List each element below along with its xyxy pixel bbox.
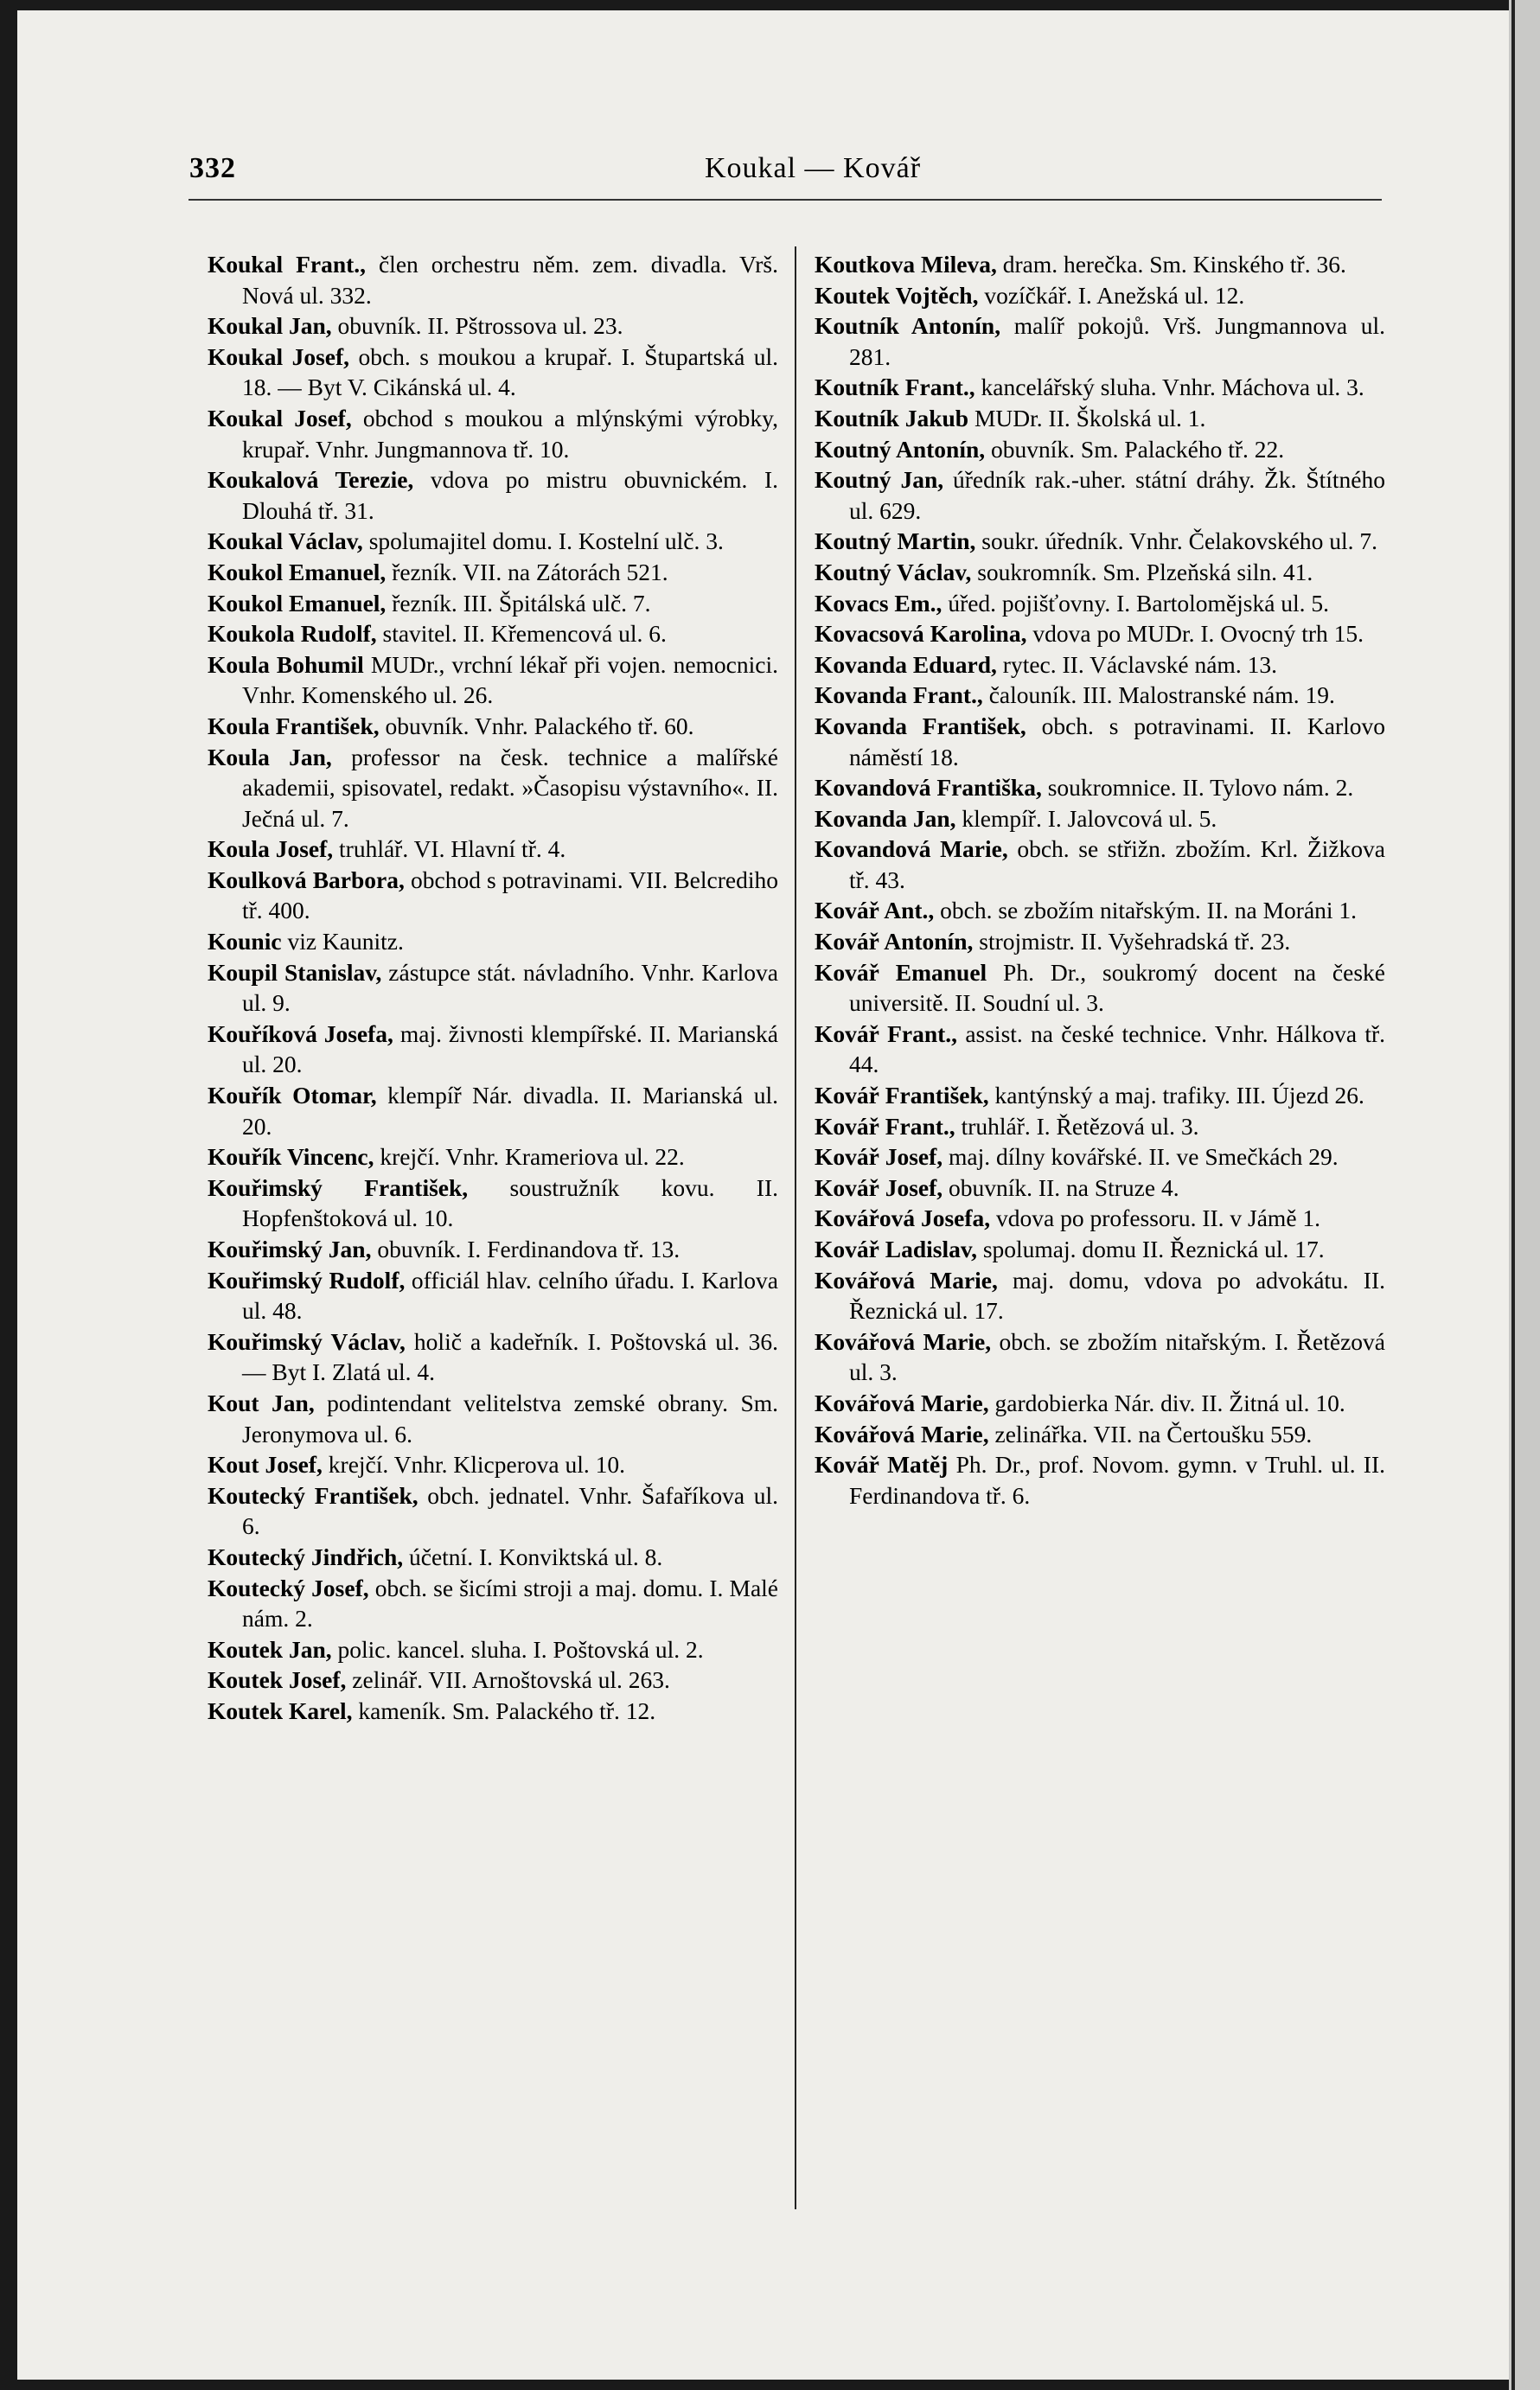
entry-name: Kovandová Františka, [815, 774, 1042, 802]
directory-entry [208, 1080, 778, 1141]
directory-entry [208, 526, 778, 557]
entry-details: spolumaj. domu II. Řeznická ul. 17. [976, 1236, 1325, 1262]
entry-details: kameník. Sm. Palackého tř. 12. [352, 1697, 656, 1724]
directory-entry [208, 865, 778, 926]
directory-entry [208, 957, 778, 1019]
entry-details: soukr. úředník. Vnhr. Čelakovského ul. 7. [975, 527, 1378, 555]
entry-name: Kovář Emanuel [815, 958, 987, 986]
entry-details: maj. dílny kovářské. II. ve Smečkách 29. [943, 1143, 1339, 1171]
entry-name: Koukola Rudolf, [208, 620, 377, 648]
entry-details: MUDr. II. Školská ul. 1. [968, 404, 1206, 431]
directory-entry [208, 711, 778, 742]
entry-details: professor na česk. technice a malířské akademii, spisovatel, redakt. »Časopisu výstavního«. II. Ječná ul. 7. [242, 743, 778, 832]
entry-name: Kovář Matěj [815, 1451, 949, 1479]
directory-entry [815, 772, 1385, 803]
entry-details: soustružník kovu. II. Hopfenštoková ul. 10. [242, 1173, 779, 1232]
directory-entry [815, 1234, 1385, 1265]
directory-entry [208, 1173, 778, 1234]
running-head: Koukal — Kovář [704, 152, 922, 184]
entry-name: Koula Bohumil [208, 650, 364, 678]
entry-name: Kout Josef, [208, 1451, 323, 1479]
entry-name: Kovářová Josefa, [815, 1205, 991, 1232]
entry-name: Kovářová Marie, [815, 1266, 998, 1294]
entry-details: malíř pokojů. Vrš. Jungmannova ul. 281. [849, 312, 1385, 370]
directory-entry [208, 1696, 778, 1727]
entry-name: Koukal Václav, [208, 527, 363, 555]
entry-details: holič a kadeřník. I. Poštovská ul. 36. — Byt I. Zlatá ul. 4. [242, 1327, 778, 1386]
entry-name: Kovář Ant., [815, 897, 935, 924]
entry-name: Kovacs Em., [815, 589, 943, 617]
entry-name: Koutek Vojtěch, [815, 281, 979, 309]
entry-details: viz Kaunitz. [281, 928, 404, 955]
directory-entry [208, 1234, 778, 1265]
directory-entry [208, 1542, 778, 1573]
entry-name: Kovářová Marie, [815, 1389, 989, 1416]
column-rule [795, 246, 796, 2209]
directory-entry [815, 1173, 1385, 1204]
entry-name: Kovacsová Karolina, [815, 620, 1027, 648]
directory-entry [208, 1265, 778, 1326]
directory-entry [815, 1326, 1385, 1388]
directory-entry [208, 1634, 778, 1665]
directory-entry [815, 557, 1385, 588]
directory-entry [815, 280, 1385, 311]
entry-name: Kouříková Josefa, [208, 1019, 393, 1047]
directory-entry [815, 895, 1385, 926]
left-column [208, 249, 778, 1727]
entry-name: Koutný Václav, [815, 558, 972, 585]
directory-entry [208, 1019, 778, 1080]
entry-details: obch. se střižn. zbožím. Krl. Žižkova tř. 43. [849, 835, 1385, 893]
entry-details: truhlář. I. Řetězová ul. 3. [955, 1112, 1199, 1140]
entry-name: Kovář Frant., [815, 1019, 958, 1047]
entry-name: Koukal Josef, [208, 404, 352, 431]
directory-entry [815, 834, 1385, 895]
entry-name: Kouřimský František, [208, 1173, 469, 1201]
entry-details: obuvník. II. Pštrossova ul. 23. [331, 312, 623, 340]
entry-details: vdova po MUDr. I. Ovocný trh 15. [1026, 620, 1364, 648]
entry-details: obch. se zbožím nitařským. I. Řetězová ul. 3. [849, 1327, 1385, 1386]
directory-entry [815, 310, 1385, 372]
entry-details: kancelářský sluha. Vnhr. Máchova ul. 3. [974, 374, 1364, 401]
entry-name: Kovanda Jan, [815, 804, 956, 832]
entry-details: spolumajitel domu. I. Kostelní ulč. 3. [362, 527, 724, 555]
entry-details: čalouník. III. Malostranské nám. 19. [982, 681, 1335, 709]
entry-details: zástupce stát. návladního. Vnhr. Karlova ul. 9. [242, 958, 778, 1017]
entry-details: obch. s moukou a krupař. I. Štupartská ul. 18. — Byt V. Cikánská ul. 4. [242, 342, 779, 401]
entry-details: klempíř. I. Jalovcová ul. 5. [955, 804, 1217, 832]
entry-details: krejčí. Vnhr. Krameriova ul. 22. [374, 1143, 685, 1171]
entry-name: Kovanda František, [815, 712, 1026, 739]
entry-details: řezník. III. Špitálská ulč. 7. [386, 589, 651, 617]
directory-entry [208, 249, 778, 310]
entry-details: obch. se šicími stroji a maj. domu. I. Malé nám. 2. [242, 1574, 778, 1633]
directory-entry [208, 1665, 778, 1696]
directory-entry [208, 403, 778, 464]
entry-name: Kout Jan, [208, 1389, 315, 1416]
entry-details: truhlář. VI. Hlavní tř. 4. [333, 835, 566, 863]
entry-details: obch. s potravinami. II. Karlovo náměstí 18. [849, 712, 1386, 770]
page-number: 332 [189, 152, 236, 184]
entry-details: úředník rak.-uher. státní dráhy. Žk. Štítného ul. 629. [849, 466, 1385, 524]
directory-entry [815, 1141, 1385, 1173]
directory-entry [815, 711, 1385, 772]
entry-details: maj. domu, vdova po advokátu. II. Řeznická ul. 17. [849, 1266, 1386, 1325]
directory-entry [815, 803, 1385, 834]
directory-entry [208, 926, 778, 957]
directory-entry [208, 557, 778, 588]
entry-name: Koula Jan, [208, 743, 332, 770]
entry-details: řezník. VII. na Zátorách 521. [386, 558, 668, 585]
directory-entry [208, 649, 778, 711]
entry-name: Koutek Karel, [208, 1697, 353, 1724]
entry-details: rytec. II. Václavské nám. 13. [996, 650, 1277, 678]
right-column [815, 249, 1385, 1511]
entry-details: stavitel. II. Křemencová ul. 6. [376, 620, 667, 648]
entry-details: kantýnský a maj. trafiky. III. Újezd 26. [988, 1082, 1364, 1109]
directory-entry [815, 1265, 1385, 1326]
entry-name: Koukol Emanuel, [208, 589, 387, 617]
directory-entry [208, 464, 778, 526]
directory-entry [815, 1019, 1385, 1080]
directory-entry [208, 342, 778, 403]
entry-name: Kounic [208, 928, 282, 955]
entry-details: polic. kancel. sluha. I. Poštovská ul. 2. [331, 1635, 704, 1663]
directory-entry [815, 249, 1385, 280]
header-rule [189, 199, 1382, 201]
entry-name: Koutecký Josef, [208, 1574, 369, 1601]
entry-name: Koutecký František, [208, 1481, 419, 1509]
entry-name: Koutek Jan, [208, 1635, 332, 1663]
directory-entry [208, 1480, 778, 1542]
entry-name: Koulková Barbora, [208, 866, 405, 893]
entry-details: MUDr., vrchní lékař při vojen. nemocnici. Vnhr. Komenského ul. 26. [242, 650, 778, 709]
directory-entry [208, 1388, 778, 1449]
directory-entry [815, 588, 1385, 619]
entry-details: zelinář. VII. Arnoštovská ul. 263. [346, 1666, 670, 1694]
directory-entry [208, 588, 778, 619]
page-edge-line [1511, 0, 1515, 2390]
directory-entry [208, 310, 778, 342]
entry-details: obchod s moukou a mlýnskými výrobky, krupař. Vnhr. Jungmannova tř. 10. [242, 404, 779, 463]
entry-name: Koupil Stanislav, [208, 958, 382, 986]
directory-entry [815, 1388, 1385, 1419]
entry-name: Koutný Antonín, [815, 435, 986, 463]
entry-name: Koukal Jan, [208, 312, 332, 340]
directory-entry [815, 434, 1385, 465]
entry-name: Koukal Frant., [208, 251, 367, 278]
entry-name: Koutkova Mileva, [815, 251, 997, 278]
directory-entry [208, 1141, 778, 1173]
entry-name: Kovář Josef, [815, 1143, 943, 1171]
entry-details: obuvník. II. na Struze 4. [943, 1173, 1179, 1201]
entry-details: officiál hlav. celního úřadu. I. Karlova ul. 48. [242, 1266, 778, 1325]
entry-name: Kovář František, [815, 1082, 989, 1109]
entry-name: Koula František, [208, 712, 380, 739]
entry-details: vdova po professoru. II. v Jámě 1. [990, 1205, 1321, 1232]
entry-name: Kovář Antonín, [815, 928, 974, 955]
entry-details: vozíčkář. I. Anežská ul. 12. [978, 281, 1245, 309]
directory-entry [208, 618, 778, 649]
entry-name: Kouřík Vincenc, [208, 1143, 374, 1171]
directory-entry [208, 1326, 778, 1388]
directory-entry [815, 464, 1385, 526]
entry-name: Kouřimský Václav, [208, 1327, 406, 1355]
entry-name: Kovář Frant., [815, 1112, 955, 1140]
entry-name: Kovanda Eduard, [815, 650, 997, 678]
directory-entry [815, 618, 1385, 649]
entry-details: obuvník. Sm. Palackého tř. 22. [985, 435, 1285, 463]
entry-details: soukromník. Sm. Plzeňská siln. 41. [971, 558, 1313, 585]
entry-name: Koutník Frant., [815, 374, 975, 401]
entry-details: podintendant velitelstva zemské obrany. Sm. Jeronymova ul. 6. [242, 1389, 779, 1447]
entry-name: Kovandová Marie, [815, 835, 1008, 863]
entry-name: Koutek Josef, [208, 1666, 347, 1694]
entry-details: obuvník. Vnhr. Palackého tř. 60. [379, 712, 694, 739]
entry-details: člen orchestru něm. zem. divadla. Vrš. Nová ul. 332. [242, 251, 778, 309]
entry-details: účetní. I. Konviktská ul. 8. [403, 1543, 663, 1570]
entry-details: dram. herečka. Sm. Kinského tř. 36. [996, 251, 1346, 278]
entry-details: klempíř Nár. divadla. II. Marianská ul. 20. [242, 1082, 778, 1140]
entry-details: zelinářka. VII. na Čertoušku 559. [988, 1420, 1313, 1447]
entry-name: Kovář Ladislav, [815, 1236, 977, 1262]
directory-entry [208, 742, 778, 834]
entry-details: gardobierka Nár. div. II. Žitná ul. 10. [988, 1389, 1345, 1416]
entry-details: Ph. Dr., soukromý docent na české universitě. II. Soudní ul. 3. [849, 958, 1385, 1017]
entry-name: Kouřík Otomar, [208, 1082, 377, 1109]
directory-entry [815, 1203, 1385, 1234]
entry-name: Koukalová Terezie, [208, 466, 414, 494]
directory-entry [815, 1419, 1385, 1450]
entry-details: assist. na české technice. Vnhr. Hálkova tř. 44. [849, 1019, 1385, 1078]
entry-name: Koutný Jan, [815, 466, 944, 494]
directory-entry [815, 957, 1385, 1019]
entry-details: vdova po mistru obuvnickém. I. Dlouhá tř. 31. [242, 466, 778, 524]
entry-details: soukromnice. II. Tylovo nám. 2. [1041, 774, 1354, 802]
entry-name: Kovářová Marie, [815, 1420, 989, 1447]
entry-details: obch. jednatel. Vnhr. Šafaříkova ul. 6. [242, 1481, 778, 1540]
directory-entry [815, 926, 1385, 957]
entry-details: Ph. Dr., prof. Novom. gymn. v Truhl. ul. II. Ferdinandova tř. 6. [849, 1451, 1385, 1509]
entry-details: obch. se zbožím nitařským. II. na Moráni 1. [934, 897, 1358, 924]
entry-details: obuvník. I. Ferdinandova tř. 13. [371, 1236, 681, 1262]
entry-details: maj. živnosti klempířské. II. Marianská ul. 20. [242, 1019, 778, 1078]
entry-name: Koutník Jakub [815, 404, 969, 431]
entry-name: Kovářová Marie, [815, 1327, 992, 1355]
entry-name: Koukal Josef, [208, 342, 350, 370]
entry-name: Koutník Antonín, [815, 312, 1001, 340]
entry-name: Kovář Josef, [815, 1173, 943, 1201]
entry-name: Kouřimský Rudolf, [208, 1266, 406, 1294]
directory-entry [815, 680, 1385, 711]
directory-entry [815, 649, 1385, 681]
entry-name: Kouřimský Jan, [208, 1236, 372, 1262]
directory-entry [815, 1080, 1385, 1111]
directory-entry [208, 1449, 778, 1480]
directory-entry [815, 403, 1385, 434]
entry-details: krejčí. Vnhr. Klicperova ul. 10. [322, 1451, 625, 1479]
directory-entry [815, 526, 1385, 557]
directory-entry [815, 1449, 1385, 1511]
entry-name: Koutecký Jindřich, [208, 1543, 404, 1570]
entry-details: úřed. pojišťovny. I. Bartolomějská ul. 5. [942, 589, 1330, 617]
entry-details: obchod s potravinami. VII. Belcrediho tř. 400. [242, 866, 778, 924]
directory-entry [208, 834, 778, 865]
directory-entry [208, 1573, 778, 1634]
entry-name: Koukol Emanuel, [208, 558, 387, 585]
entry-name: Koutný Martin, [815, 527, 976, 555]
directory-entry [815, 372, 1385, 403]
entry-name: Koula Josef, [208, 835, 334, 863]
entry-name: Kovanda Frant., [815, 681, 983, 709]
directory-entry [815, 1111, 1385, 1142]
entry-details: strojmistr. II. Vyšehradská tř. 23. [973, 928, 1291, 955]
